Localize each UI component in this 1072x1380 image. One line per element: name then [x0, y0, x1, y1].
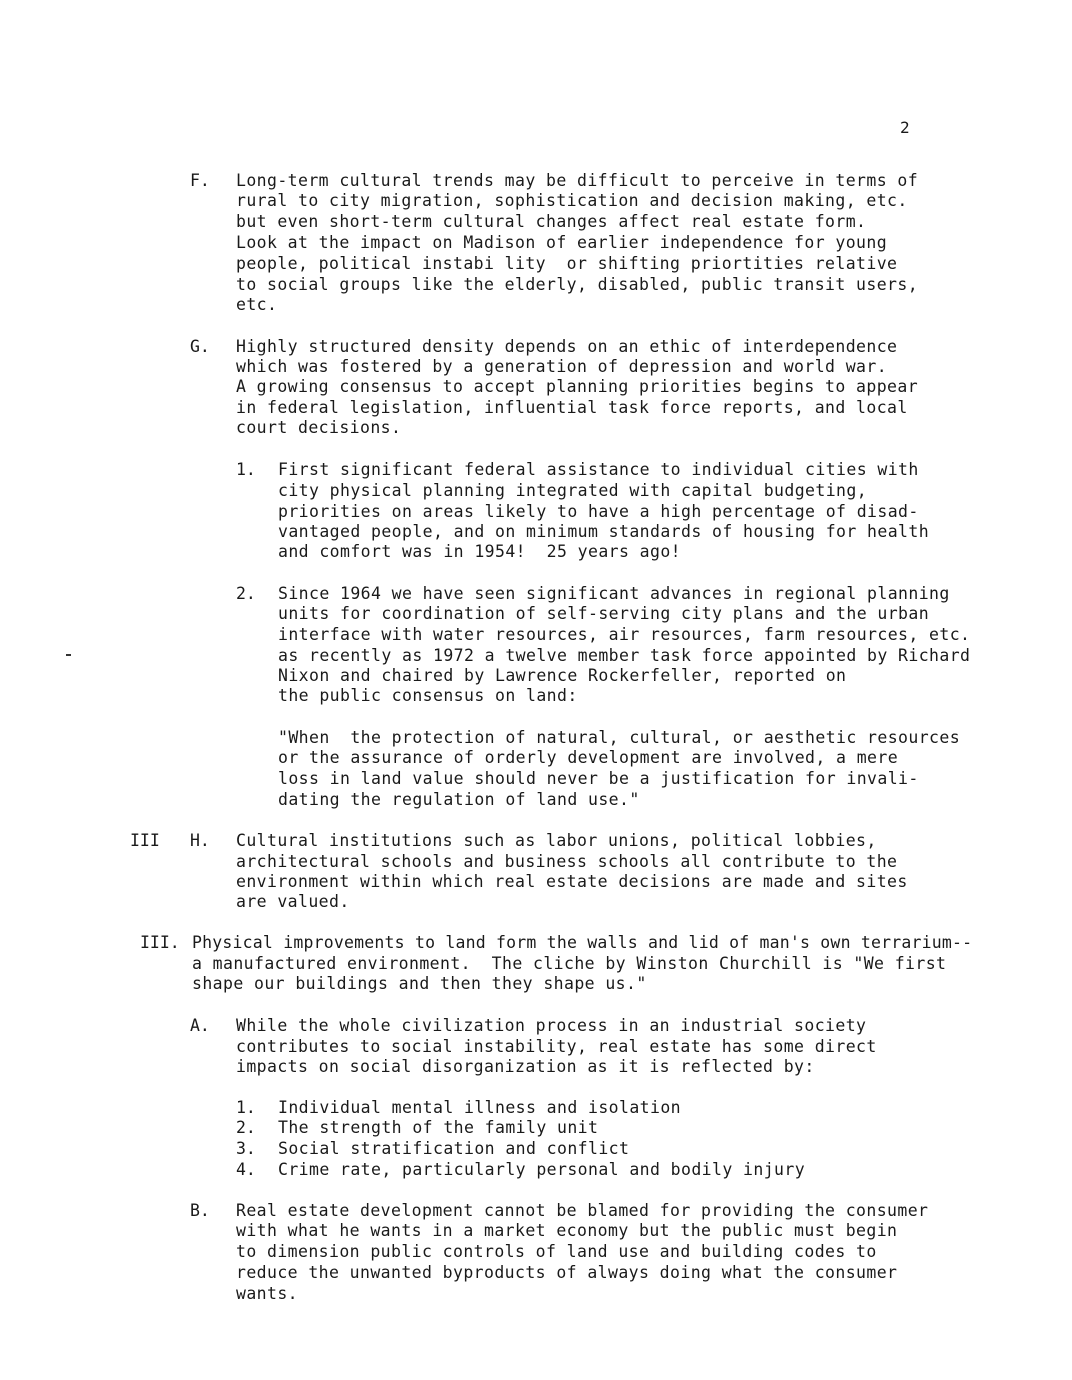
- text-line: Since 1964 we have seen significant advances in regional planning: [278, 584, 950, 603]
- section-iii-label: III.: [140, 933, 180, 952]
- list-item-number: 4.: [236, 1160, 256, 1179]
- text-line: which was fostered by a generation of depression and world war.: [236, 357, 888, 376]
- text-line: Nixon and chaired by Lawrence Rockerfeller, reported on: [278, 666, 847, 685]
- text-line: but even short-term cultural changes affect real estate form.: [236, 212, 867, 231]
- text-line: Highly structured density depends on an ethic of interdependence: [236, 337, 898, 356]
- text-line: and comfort was in 1954! 25 years ago!: [278, 542, 682, 561]
- section-iii-b-label: B.: [190, 1201, 210, 1220]
- section-iii-a-label: A.: [190, 1016, 210, 1035]
- text-line: While the whole civilization process in an industrial society: [236, 1016, 867, 1035]
- text-line: contributes to social instability, real estate has some direct: [236, 1037, 877, 1056]
- list-item-text: Individual mental illness and isolation: [278, 1098, 682, 1117]
- text-line: Look at the impact on Madison of earlier independence for young: [236, 233, 888, 252]
- section-h-label: H.: [190, 831, 210, 850]
- text-line: environment within which real estate decisions are made and sites: [236, 872, 908, 891]
- section-g-label: G.: [190, 337, 210, 356]
- text-line: Real estate development cannot be blamed for providing the consumer: [236, 1201, 929, 1220]
- text-line: interface with water resources, air resources, farm resources, etc.: [278, 625, 971, 644]
- text-line: a manufactured environment. The cliche by Winston Churchill is "We first: [192, 954, 947, 973]
- list-item-number: 3.: [236, 1139, 256, 1158]
- section-f-label: F.: [190, 171, 210, 190]
- text-line: etc.: [236, 295, 278, 314]
- stray-mark: [66, 654, 71, 656]
- text-line: people, political instabi lity or shifting priortities relative: [236, 254, 898, 273]
- quote-line: loss in land value should never be a justification for invali-: [278, 769, 919, 788]
- text-line: Long-term cultural trends may be difficult to perceive in terms of: [236, 171, 919, 190]
- text-line: to dimension public controls of land use and building codes to: [236, 1242, 877, 1261]
- text-line: city physical planning integrated with capital budgeting,: [278, 481, 868, 500]
- text-line: as recently as 1972 a twelve member task force appointed by Richard: [278, 646, 971, 665]
- text-line: to social groups like the elderly, disabled, public transit users,: [236, 275, 919, 294]
- item-g1-label: 1.: [236, 460, 256, 479]
- text-line: shape our buildings and then they shape us.": [192, 974, 647, 993]
- quote-line: "When the protection of natural, cultural, or aesthetic resources: [278, 728, 961, 747]
- text-line: First significant federal assistance to individual cities with: [278, 460, 919, 479]
- quote-line: dating the regulation of land use.": [278, 790, 640, 809]
- text-line: wants.: [236, 1284, 299, 1303]
- text-line: impacts on social disorganization as it is reflected by:: [236, 1057, 815, 1076]
- list-item-number: 2.: [236, 1118, 256, 1137]
- item-g2-label: 2.: [236, 584, 256, 603]
- text-line: units for coordination of self-serving city plans and the urban: [278, 604, 930, 623]
- quote-line: or the assurance of orderly development are involved, a mere: [278, 748, 899, 767]
- list-item-number: 1.: [236, 1098, 256, 1117]
- text-line: A growing consensus to accept planning priorities begins to appear: [236, 377, 919, 396]
- list-item-text: The strength of the family unit: [278, 1118, 599, 1137]
- text-line: vantaged people, and on minimum standards of housing for health: [278, 522, 930, 541]
- text-line: the public consensus on land:: [278, 686, 578, 705]
- text-line: Physical improvements to land form the walls and lid of man's own terrarium--: [192, 933, 973, 952]
- text-line: architectural schools and business schools all contribute to the: [236, 852, 898, 871]
- text-line: reduce the unwanted byproducts of always doing what the consumer: [236, 1263, 898, 1282]
- list-item-text: Social stratification and conflict: [278, 1139, 630, 1158]
- text-line: rural to city migration, sophistication and decision making, etc.: [236, 191, 908, 210]
- text-line: priorities on areas likely to have a high percentage of disad-: [278, 502, 919, 521]
- text-line: are valued.: [236, 892, 350, 911]
- text-line: Cultural institutions such as labor unions, political lobbies,: [236, 831, 877, 850]
- list-item-text: Crime rate, particularly personal and bodily injury: [278, 1160, 806, 1179]
- text-line: court decisions.: [236, 418, 402, 437]
- text-line: with what he wants in a market economy but the public must begin: [236, 1221, 898, 1240]
- page-number: 2: [900, 118, 910, 137]
- margin-mark: III: [130, 831, 160, 850]
- text-line: in federal legislation, influential task force reports, and local: [236, 398, 908, 417]
